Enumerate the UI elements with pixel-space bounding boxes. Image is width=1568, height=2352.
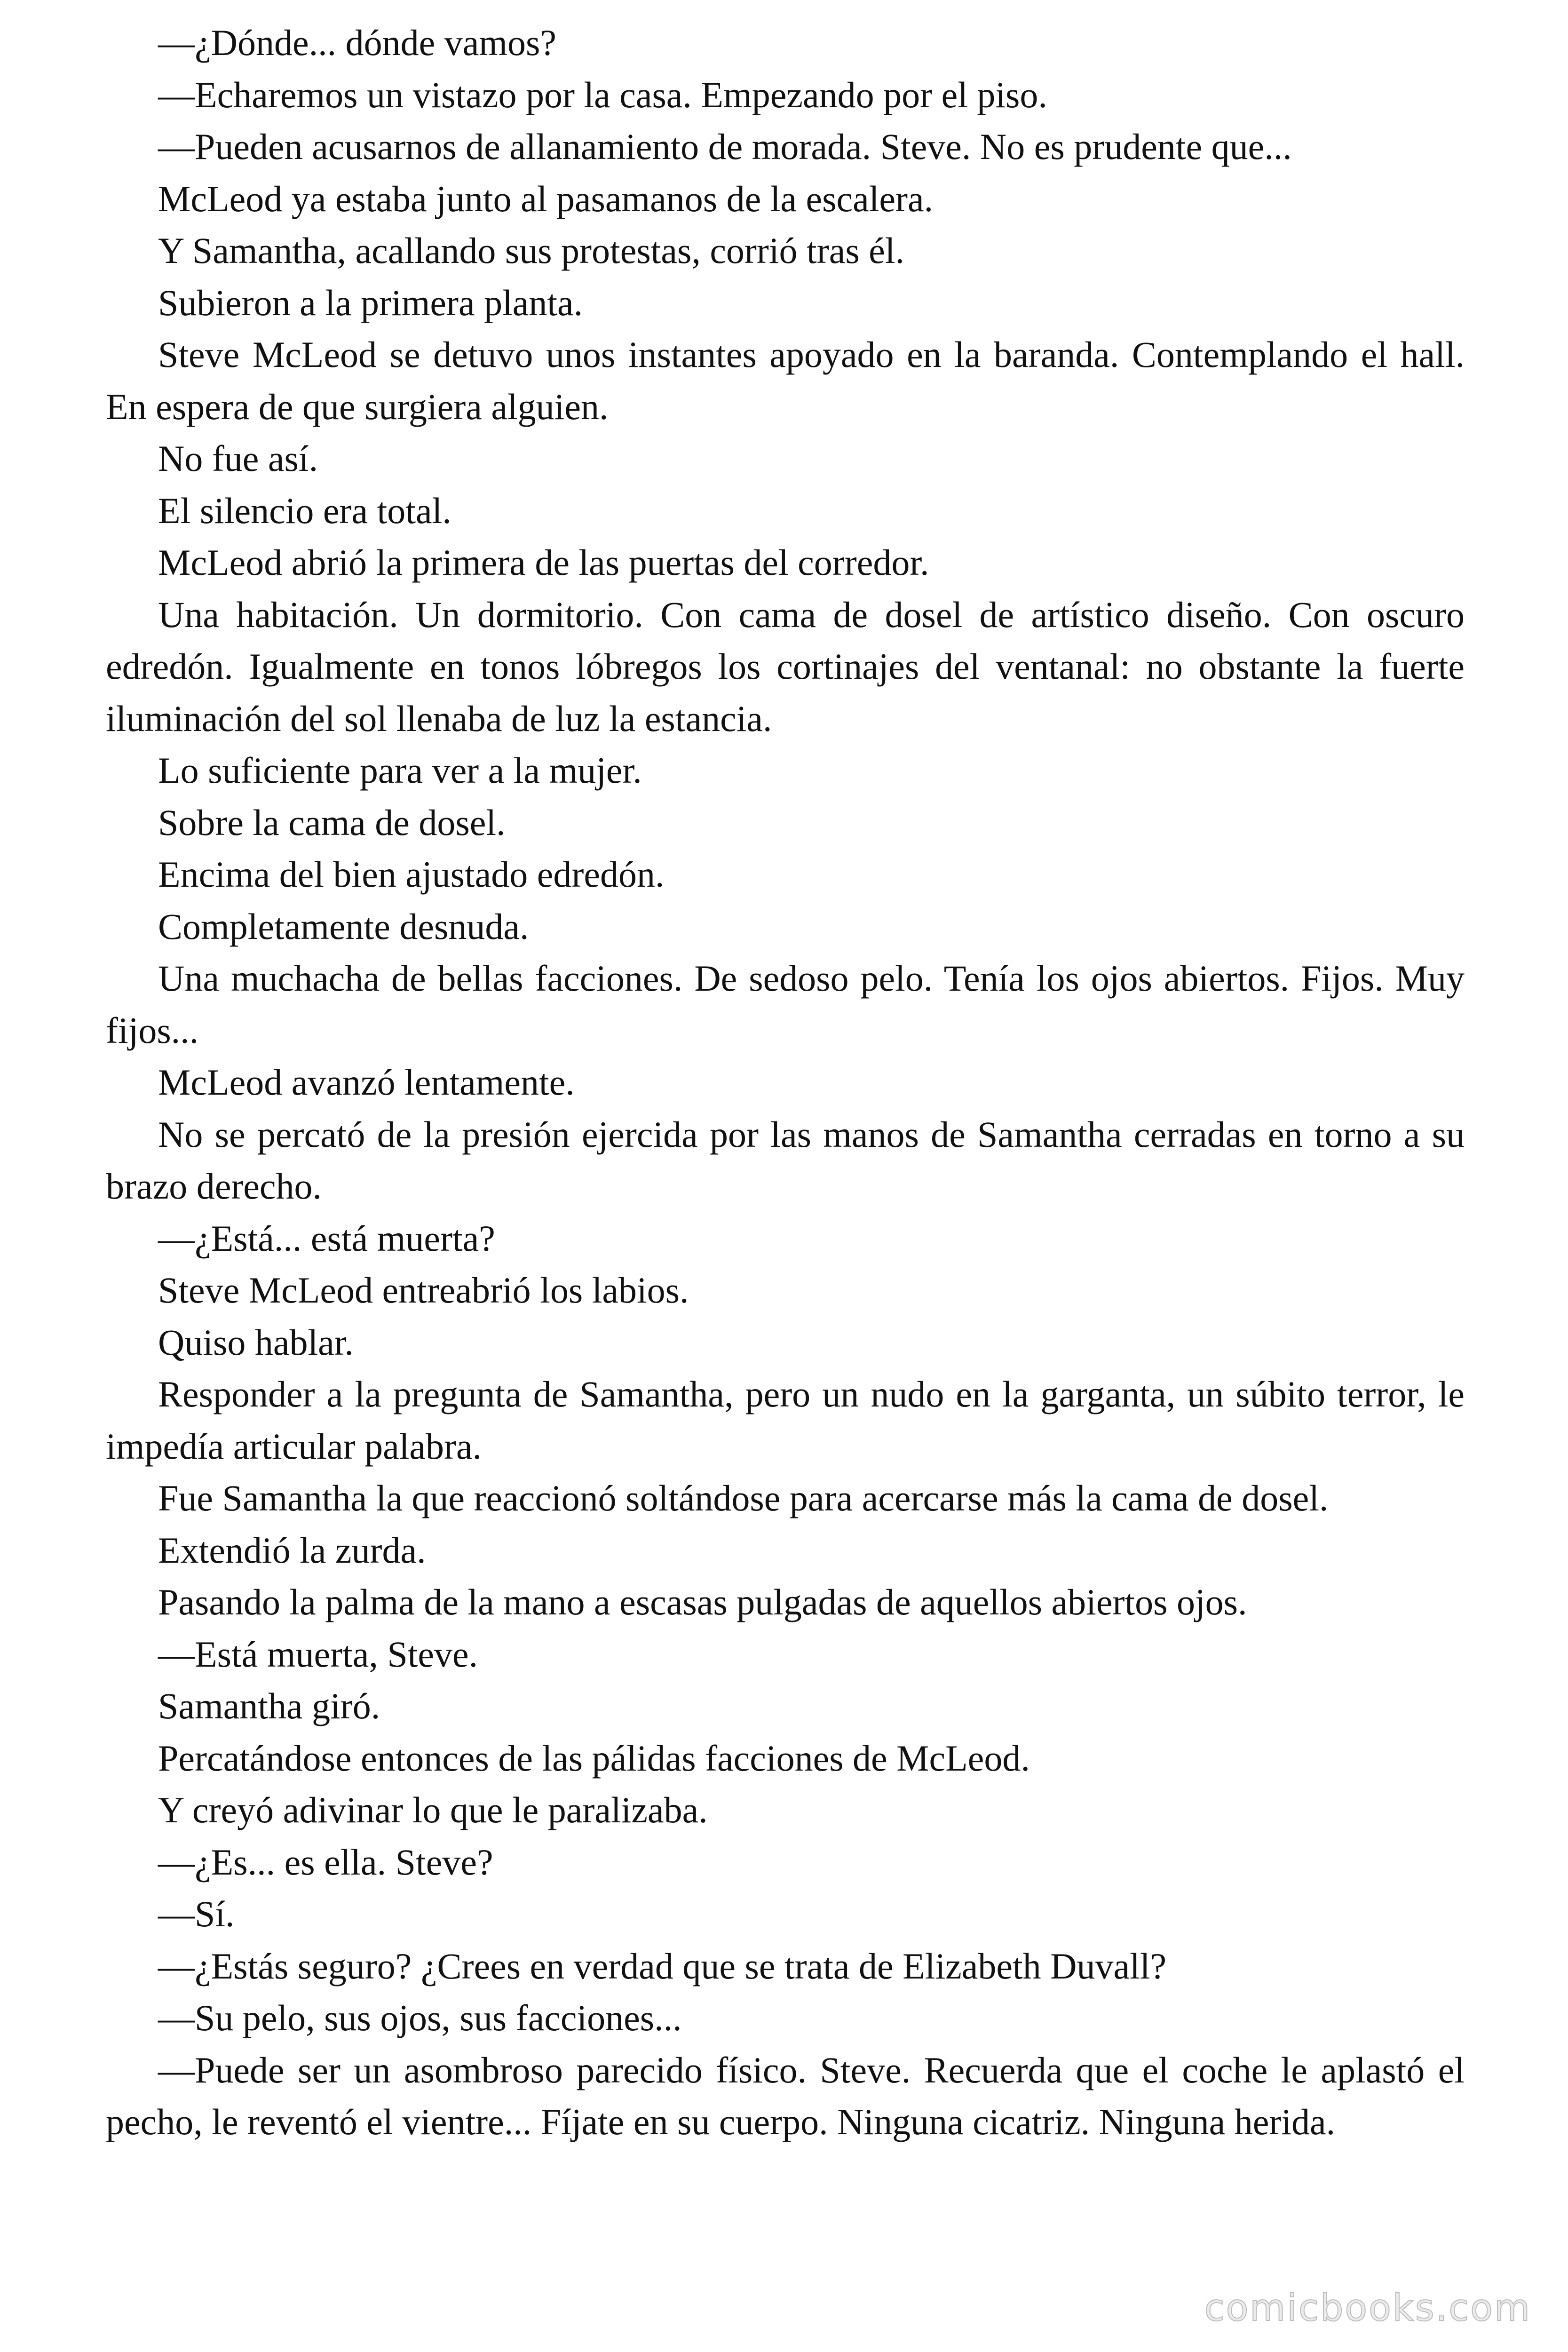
paragraph: El silencio era total. [158, 490, 451, 531]
paragraph: McLeod ya estaba junto al pasamanos de la escalera. [158, 178, 934, 219]
paragraph: Una muchacha de bellas facciones. De sedoso pelo. Tenía los ojos abiertos. Fijos. Muy fijos... [106, 958, 1465, 1051]
paragraph: Steve McLeod entreabrió los labios. [158, 1270, 689, 1311]
paragraph: Steve McLeod se detuvo unos instantes apoyado en la baranda. Contemplando el hall. En espera de que surgiera alguien. [106, 334, 1465, 427]
paragraph: —Está muerta, Steve. [158, 1633, 478, 1675]
watermark-text: comicbooks.com [1204, 2287, 1531, 2329]
paragraph: —Sí. [158, 1893, 235, 1934]
paragraph: —Su pelo, sus ojos, sus facciones... [158, 1997, 682, 2038]
paragraph: No fue así. [158, 438, 318, 479]
paragraph: Pasando la palma de la mano a escasas pulgadas de aquellos abiertos ojos. [158, 1581, 1247, 1622]
paragraph: —¿Es... es ella. Steve? [158, 1841, 493, 1883]
paragraph: McLeod avanzó lentamente. [158, 1062, 575, 1103]
paragraph: Sobre la cama de dosel. [158, 802, 506, 843]
paragraph: No se percató de la presión ejercida por las manos de Samantha cerradas en torno a su brazo derecho. [106, 1113, 1465, 1207]
paragraph: —Pueden acusarnos de allanamiento de morada. Steve. No es prudente que... [158, 126, 1292, 167]
paragraph: —¿Está... está muerta? [158, 1217, 495, 1259]
paragraph: Fue Samantha la que reaccionó soltándose para acercarse más la cama de dosel. [158, 1478, 1329, 1518]
paragraph: —¿Dónde... dónde vamos? [158, 22, 556, 63]
page-body [106, 17, 1465, 2148]
paragraph: —¿Estás seguro? ¿Crees en verdad que se trata de Elizabeth Duvall? [158, 1945, 1167, 1986]
paragraph: Percatándose entonces de las pálidas facciones de McLeod. [158, 1737, 1030, 1779]
paragraph: Subieron a la primera planta. [158, 282, 583, 323]
paragraph: Quiso hablar. [158, 1321, 354, 1363]
paragraph: Y creyó adivinar lo que le paralizaba. [158, 1789, 708, 1830]
paragraph: Encima del bien ajustado edredón. [158, 854, 665, 895]
paragraph: Extendió la zurda. [158, 1529, 426, 1571]
paragraph: Samantha giró. [158, 1685, 380, 1726]
paragraph: Completamente desnuda. [158, 906, 529, 947]
paragraph: —Puede ser un asombroso parecido físico. Steve. Recuerda que el coche le aplastó el pecho, le reventó el vientre... Fíjate en su cuerpo. Ninguna cicatriz. Ninguna herida. [106, 2049, 1465, 2142]
paragraph: Una habitación. Un dormitorio. Con cama de dosel de artístico diseño. Con oscuro edredón. Igualmente en tonos lóbregos los cortinajes del ventanal: no obstante la fuerte iluminación del sol llenaba de luz la estancia. [106, 594, 1465, 739]
paragraph: Lo suficiente para ver a la mujer. [158, 750, 642, 791]
paragraph: McLeod abrió la primera de las puertas del corredor. [158, 542, 929, 583]
paragraph: —Echaremos un vistazo por la casa. Empezando por el piso. [158, 74, 1047, 115]
paragraph: Y Samantha, acallando sus protestas, corrió tras él. [158, 230, 904, 271]
paragraph: Responder a la pregunta de Samantha, pero un nudo en la garganta, un súbito terror, le impedía articular palabra. [106, 1374, 1465, 1467]
